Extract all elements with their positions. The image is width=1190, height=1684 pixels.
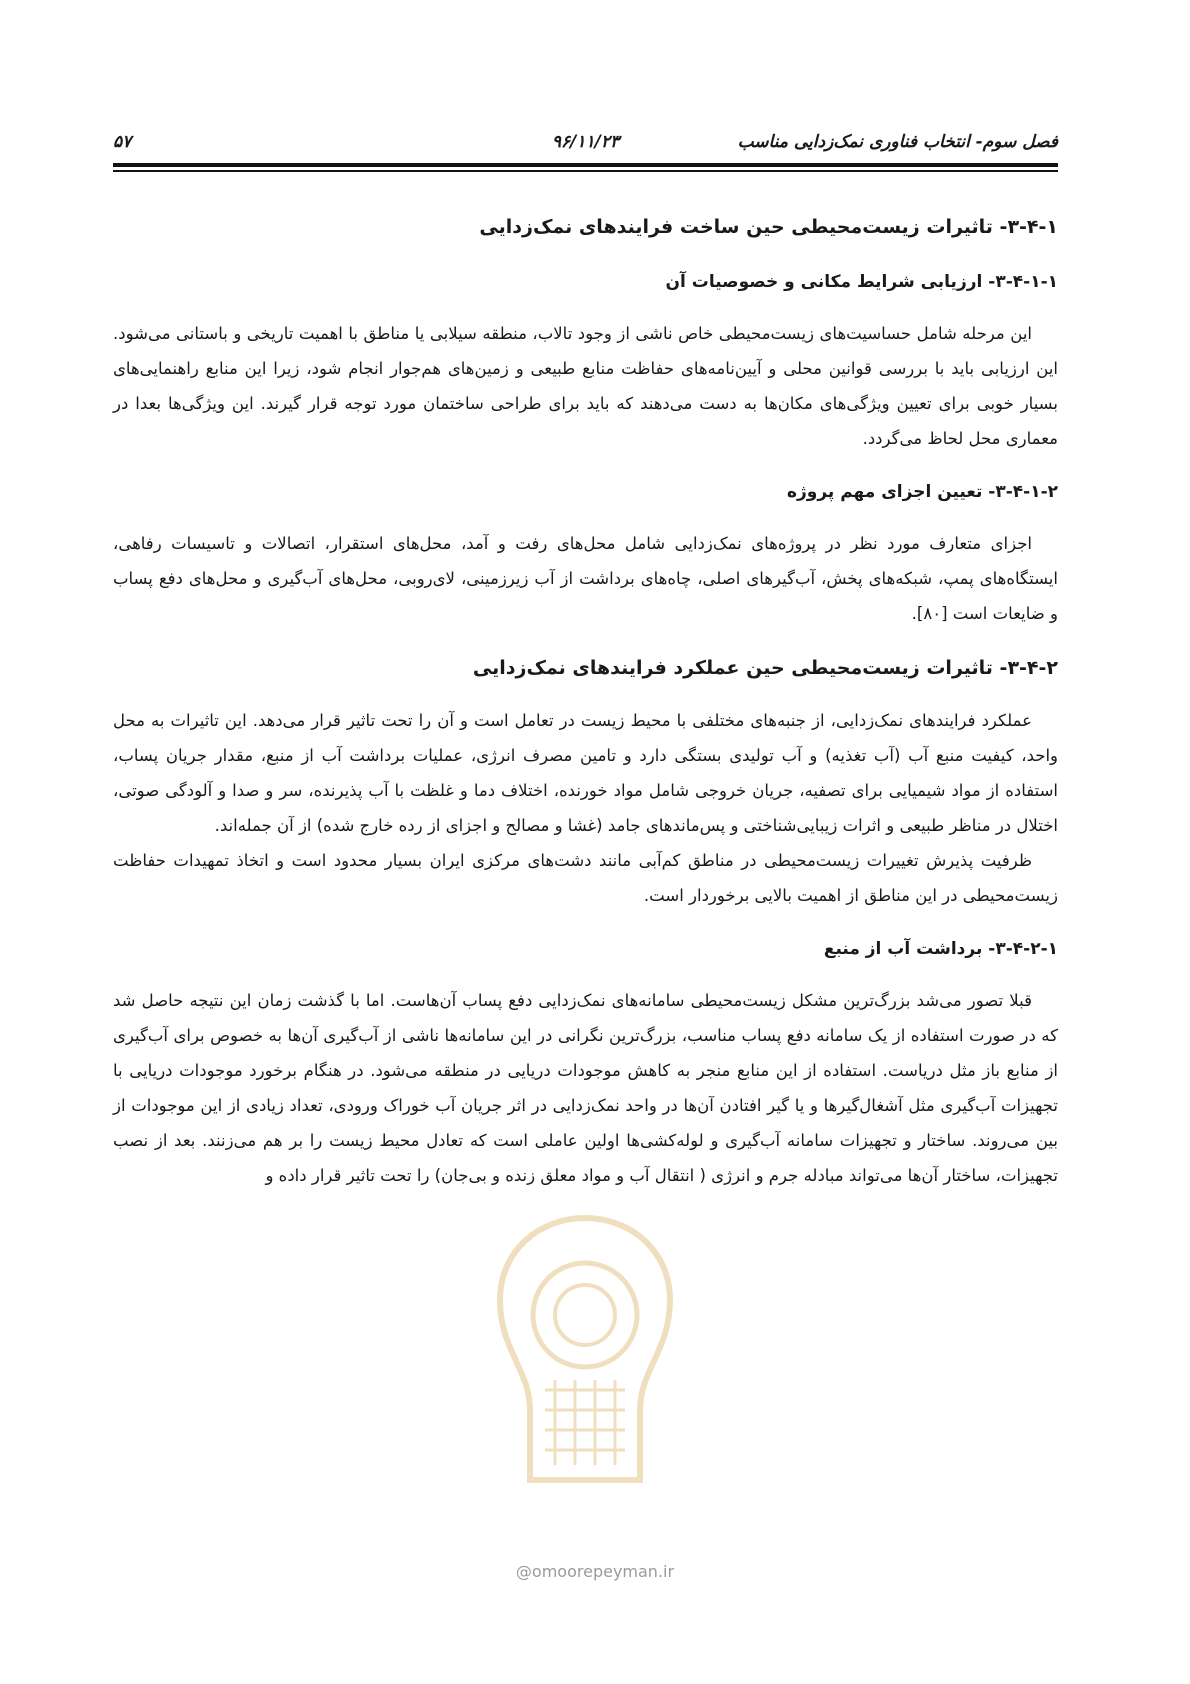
- header-rule-thin: [113, 170, 1058, 172]
- header-rule-thick: [113, 163, 1058, 167]
- subsection-heading: ۳-۴-۱-۱- ارزیابی شرایط مکانی و خصوصیات آن: [665, 272, 1058, 292]
- body-paragraph: ظرفیت پذیرش تغییرات زیست‌محیطی در مناطق کم‌آبی مانند دشت‌های مرکزی ایران بسیار محدود است و اتخاذ تمهیدات حفاظت زیست‌محیطی در این مناطق از اهمیت بالایی برخوردار است.: [113, 851, 1058, 905]
- page-body: [113, 210, 1058, 1193]
- body-paragraph: این مرحله شامل حساسیت‌های زیست‌محیطی خاص ناشی از وجود تالاب، منطقه سیلابی یا مناطق با اهمیت تاریخی و باستانی می‌شود. این ارزیابی باید با بررسی قوانین محلی و آیین‌نامه‌های حفاظت منابع طبیعی و زمین‌های هم‌جوار انجام شود، زیرا این منابع راهنمایی‌های بسیار خوبی برای تعیین ویژگی‌های مکان‌ها به دست می‌دهند که باید برای طراحی ساختمان مورد توجه قرار گیرند. این ویژگی‌ها بعدا در معماری محل لحاظ می‌گردد.: [113, 324, 1058, 448]
- body-paragraph: اجزای متعارف مورد نظر در پروژه‌های نمک‌زدایی شامل محل‌های رفت و آمد، محل‌های استقرار، اتصالات و تاسیسات رفاهی، ایستگاه‌های پمپ، شبکه‌های پخش، آب‌گیرهای اصلی، چاه‌های برداشت از آب زیرزمینی، لای‌روبی، محل‌های آب‌گیری و محل‌های دفع پساب و ضایعات است [۸۰].: [113, 534, 1058, 623]
- subsection-heading: ۳-۴-۲-۱- برداشت آب از منبع: [823, 939, 1058, 959]
- section-heading: ۳-۴-۱- تاثیرات زیست‌محیطی حین ساخت فرایندهای نمک‌زدایی: [479, 216, 1058, 238]
- section-heading: ۳-۴-۲- تاثیرات زیست‌محیطی حین عملکرد فرایندهای نمک‌زدایی: [472, 657, 1058, 679]
- website-footer: @omoorepeyman.ir: [515, 1562, 675, 1581]
- page-number: ۵۷: [113, 132, 132, 152]
- chapter-title: فصل سوم- انتخاب فناوری نمک‌زدایی مناسب: [737, 132, 1058, 152]
- body-paragraph: عملکرد فرایندهای نمک‌زدایی، از جنبه‌های مختلفی با محیط زیست در تعامل است و آن را تحت تاثیر قرار می‌دهد. این تاثیرات به محل واحد، کیفیت منبع آب (آب تغذیه) و آب تولیدی بستگی دارد و تامین مصرف انرژی، عملیات برداشت آب از منبع، مقدار جریان پساب، استفاده از مواد شیمیایی برای تصفیه، جریان خروجی شامل مواد خورنده، اختلاف دما و غلظت با آب پذیرنده، سر و صدا و آلودگی صوتی، اختلال در مناظر طبیعی و اثرات زیبایی‌شناختی و پس‌ماندهای جامد (غشا و مصالح و اجزای از رده خارج شده) از آن جمله‌اند.: [113, 711, 1058, 835]
- header-date: ۹۶/۱۱/۲۳: [551, 132, 620, 152]
- subsection-heading: ۳-۴-۱-۲- تعیین اجزای مهم پروژه: [786, 482, 1058, 502]
- watermark-logo-icon: [470, 1210, 700, 1510]
- body-paragraph: قبلا تصور می‌شد بزرگ‌ترین مشکل زیست‌محیطی سامانه‌های نمک‌زدایی دفع پساب آن‌هاست. اما با گذشت زمان این نتیجه حاصل شد که در صورت استفاده از یک سامانه دفع پساب مناسب، بزرگ‌ترین نگرانی در این سامانه‌ها ناشی از آب‌گیری آن‌ها به خصوص برای آب‌گیری از منابع باز مثل دریاست. استفاده از این منابع منجر به کاهش موجودات دریایی در منطقه می‌شود. در هنگام برخورد موجودات دریایی با تجهیزات آب‌گیری مثل آشغال‌گیرها و یا گیر افتادن آن‌ها در واحد نمک‌زدایی در اثر جریان آب خوراک ورودی، تعداد زیادی از این موجودات از بین می‌روند. ساختار و تجهیزات سامانه آب‌گیری و لوله‌کشی‌ها اولین عاملی است که تعادل محیط زیست را بر هم می‌زنند. بعد از نصب تجهیزات، ساختار آن‌ها می‌تواند مبادله جرم و انرژی ( انتقال آب و مواد معلق زنده و بی‌جان) را تحت تاثیر قرار داده و: [113, 991, 1058, 1185]
- page-header: [113, 128, 1058, 158]
